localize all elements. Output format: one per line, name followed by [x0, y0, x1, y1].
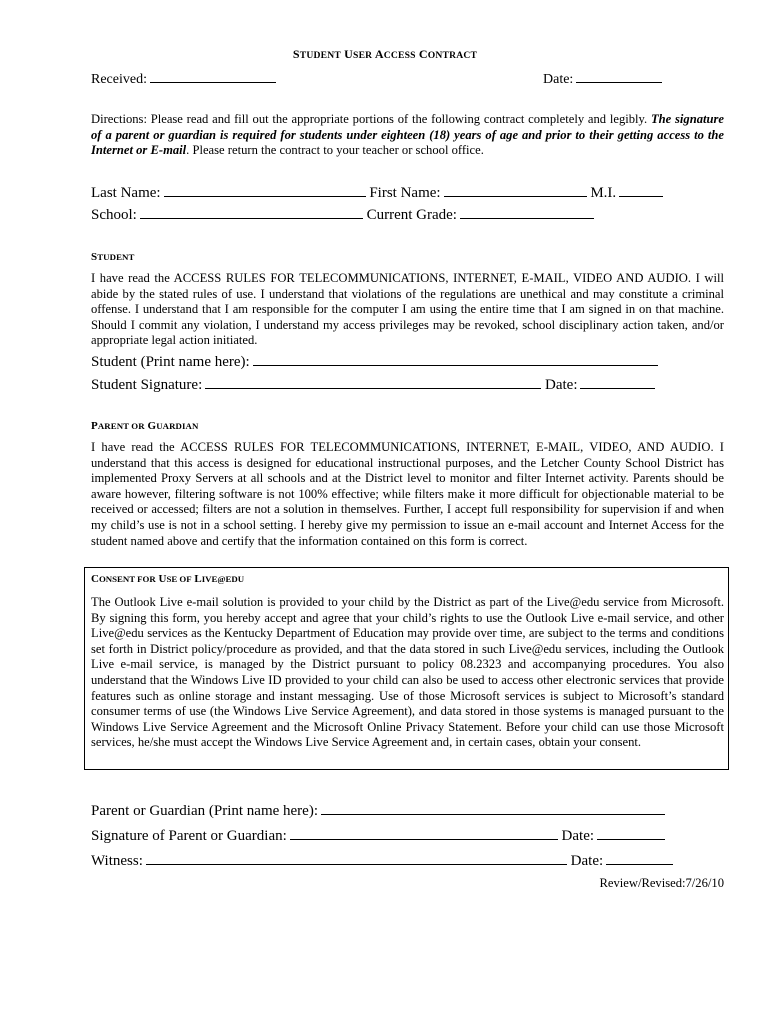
directions-paragraph: Directions: Please read and fill out the appropriate portions of the following contract completely and legibly. The signature of a parent or guardian is required for students under eighteen (18) years of age and prior to their getting access to the Internet or E-mail. Please return the contract to your teacher or school office. — [91, 112, 725, 158]
school-row — [91, 206, 594, 224]
first-name-blank[interactable] — [444, 184, 587, 197]
last-name-blank[interactable] — [164, 184, 366, 197]
header-date-blank[interactable] — [576, 70, 662, 83]
student-date-label: Date: — [545, 377, 578, 393]
parent-paragraph: I have read the ACCESS RULES FOR TELECOMMUNICATIONS, INTERNET, E-MAIL, VIDEO, AND AUDIO. I understand that this access is designed for educational instructional purposes, and the Letcher County School District has implemented Proxy Servers at all schools and at the District level to monitor and filter Internet activity. Parents should be aware however, filtering software is not 100% effective; while filters make it more difficult for objectionable material to be received or accessed; filters are not a solution in themselves. Further, I accept full responsibility for supervision if and when my child’s use is not in a school setting. I hereby give my permission to issue an e-mail account and Internet Access for the student named above and certify that the information contained on this form is correct. — [91, 440, 724, 548]
witness-label: Witness: — [91, 853, 143, 869]
witness-blank[interactable] — [146, 852, 567, 865]
parent-heading: PARENT OR GUARDIAN — [91, 420, 199, 432]
school-label: School: — [91, 207, 137, 223]
witness-row — [91, 852, 673, 870]
consent-box — [84, 567, 729, 770]
parent-print-name-blank[interactable] — [321, 802, 665, 815]
parent-signature-label: Signature of Parent or Guardian: — [91, 828, 287, 844]
header-date-label: Date: — [543, 72, 574, 87]
grade-label: Current Grade: — [366, 207, 457, 223]
name-row — [91, 184, 663, 202]
parent-signature-date-blank[interactable] — [597, 827, 665, 840]
parent-print-name-label: Parent or Guardian (Print name here): — [91, 803, 318, 819]
received-label: Received: — [91, 72, 147, 87]
student-print-name-row — [91, 353, 658, 371]
witness-date-label: Date: — [570, 853, 604, 869]
student-print-name-label: Student (Print name here): — [91, 354, 250, 370]
header-date-field[interactable] — [543, 70, 662, 88]
parent-print-name-row — [91, 802, 665, 820]
received-blank[interactable] — [150, 70, 276, 83]
first-name-label: First Name: — [369, 185, 441, 201]
student-print-name-blank[interactable] — [253, 353, 658, 366]
consent-heading: CONSENT FOR USE OF LIVE@EDU — [91, 573, 245, 585]
student-paragraph: I have read the ACCESS RULES FOR TELECOMMUNICATIONS, INTERNET, E-MAIL, VIDEO AND AUDIO. I will abide by the stated rules of use. I understand that violations of the regulations are unethical and may constitute a criminal offense. I understand that I am responsible for the computer I am using the entire time that I am signed in on that machine. Should I commit any violation, I understand my access privileges may be revoked, school disciplinary action taken, and/or appropriate legal action initiated. — [91, 271, 724, 348]
parent-signature-date-label: Date: — [561, 828, 595, 844]
student-date-blank[interactable] — [580, 376, 655, 389]
student-heading: STUDENT — [91, 251, 135, 263]
received-field[interactable] — [91, 70, 276, 88]
mi-blank[interactable] — [619, 184, 663, 197]
mi-label: M.I. — [590, 185, 617, 201]
school-blank[interactable] — [140, 206, 363, 219]
review-revised-note: Review/Revised:7/26/10 — [599, 876, 724, 890]
page-title: STUDENT USER ACCESS CONTRACT — [292, 47, 478, 61]
witness-date-blank[interactable] — [606, 852, 673, 865]
student-signature-label: Student Signature: — [91, 377, 203, 393]
student-signature-row — [91, 376, 655, 394]
parent-signature-row — [91, 827, 665, 845]
last-name-label: Last Name: — [91, 185, 161, 201]
consent-paragraph: The Outlook Live e-mail solution is provided to your child by the District as part of the Live@edu service from Microsoft. By signing this form, you hereby accept and agree that your child’s rights to use the Outlook Live e-mail service, and other Live@edu services as the Kentucky Department of Education may provide over time, are subject to the terms and conditions set forth in District policy/procedure as provided, and that the data stored in such Live@edu services, including the Outlook Live e-mail service, is managed by the District pursuant to policy 08.2323 and accompanying procedures. You also understand that the Windows Live ID provided to your child can also be used to access other electronic services that provide features such as online storage and instant messaging. Use of those Microsoft services is subject to Microsoft’s standard consumer terms of use (the Windows Live Service Agreement), and data stored in those systems is managed pursuant to the Windows Live Service Agreement and the Microsoft Online Privacy Statement. Before your child can use those Microsoft services, he/she must accept the Windows Live Service Agreement and, in certain cases, obtain your consent. — [91, 595, 724, 750]
parent-signature-blank[interactable] — [290, 827, 558, 840]
student-signature-blank[interactable] — [205, 376, 541, 389]
grade-blank[interactable] — [460, 206, 594, 219]
